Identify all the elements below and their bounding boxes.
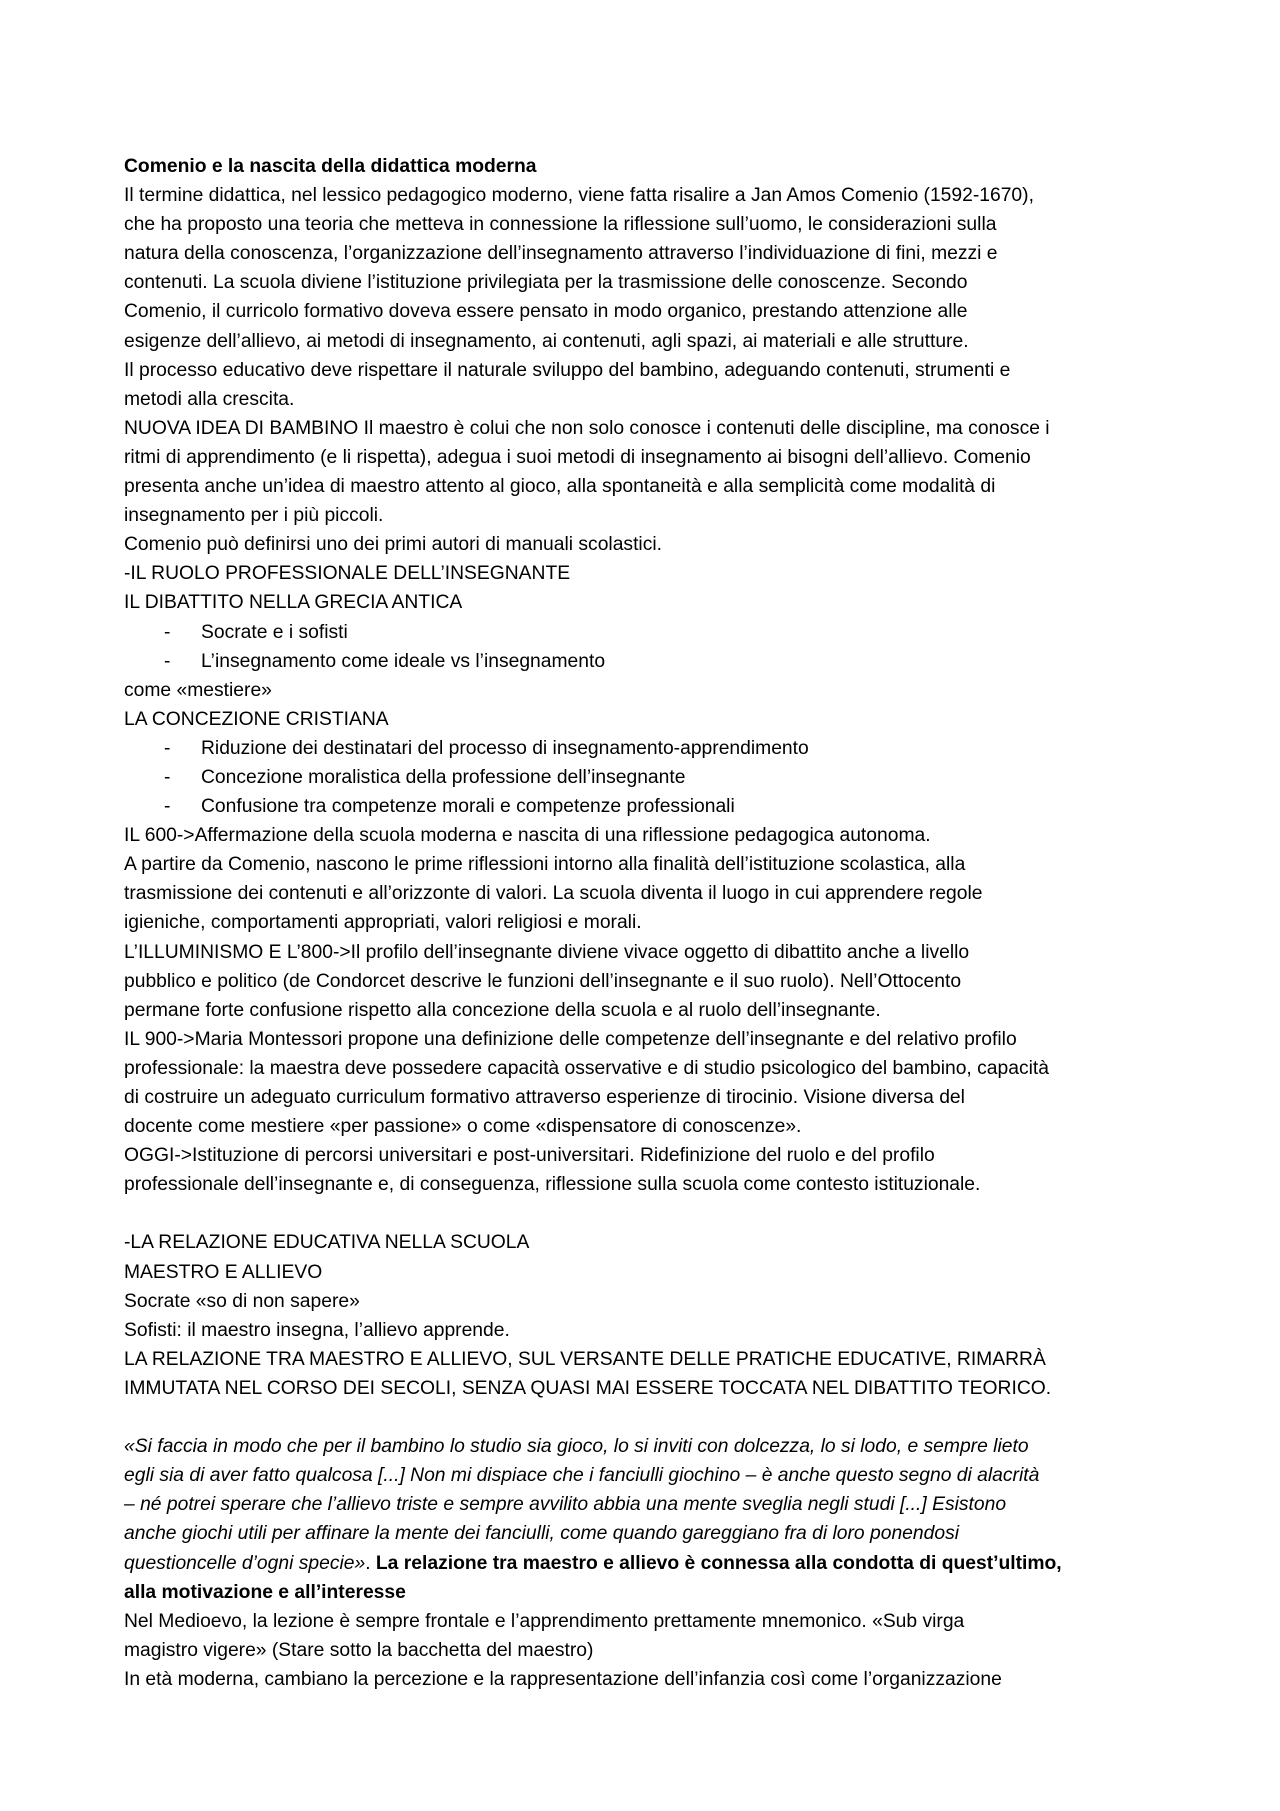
quote-closing-line bbox=[124, 1549, 1184, 1578]
text-line: esigenze dell’allievo, ai metodi di insegnamento, ai contenuti, agli spazi, ai materiali e alle strutture. bbox=[124, 330, 969, 352]
text-line: trasmissione dei contenuti e all’orizzonte di valori. La scuola diventa il luogo in cui apprendere regole bbox=[124, 883, 983, 905]
list-item bbox=[124, 618, 1184, 647]
quote-line: anche giochi utili per affinare la mente dei fanciulli, come quando gareggiano fra di loro ponendosi bbox=[124, 1523, 959, 1545]
document-title: Comenio e la nascita della didattica moderna bbox=[124, 156, 537, 177]
list-item bbox=[124, 792, 1184, 821]
subsection-heading: LA CONCEZIONE CRISTIANA bbox=[124, 708, 389, 730]
text-line: pubblico e politico (de Condorcet descrive le funzioni dell’insegnante e il suo ruolo). Nell’Ottocento bbox=[124, 970, 962, 992]
text-line: professionale: la maestra deve possedere capacità osservative e di studio psicologico del bambino, capacità bbox=[124, 1057, 1049, 1079]
text-line: LA RELAZIONE TRA MAESTRO E ALLIEVO, SUL VERSANTE DELLE PRATICHE EDUCATIVE, RIMARRÀ bbox=[124, 1348, 1046, 1370]
text-line: Nel Medioevo, la lezione è sempre frontale e l’apprendimento prettamente mnemonico. «Sub virga bbox=[124, 1610, 965, 1632]
text-line: OGGI->Istituzione di percorsi universitari e post-universitari. Ridefinizione del ruolo e del profilo bbox=[124, 1145, 935, 1167]
text-line: Il termine didattica, nel lessico pedagogico moderno, viene fatta risalire a Jan Amos Comenio (1592-1670), bbox=[124, 185, 1034, 207]
text-line: Socrate «so di non sapere» bbox=[124, 1290, 360, 1312]
bullet-dash: - bbox=[164, 766, 171, 788]
quote-line: «Si faccia in modo che per il bambino lo studio sia gioco, lo si inviti con dolcezza, lo si lodo, e sempre lieto bbox=[124, 1436, 1029, 1458]
section-heading: -IL RUOLO PROFESSIONALE DELL’INSEGNANTE bbox=[124, 563, 571, 585]
text-line: natura della conoscenza, l’organizzazione dell’insegnamento attraverso l’individuazione di fini, mezzi e bbox=[124, 243, 998, 265]
text-line: L’ILLUMINISMO E L’800->Il profilo dell’insegnante diviene vivace oggetto di dibattito anche a livello bbox=[124, 941, 970, 963]
text-line: IL 600->Affermazione della scuola moderna e nascita di una riflessione pedagogica autonoma. bbox=[124, 825, 931, 847]
list-item-text: Riduzione dei destinatari del processo di insegnamento-apprendimento bbox=[201, 737, 809, 759]
bullet-dash: - bbox=[164, 650, 171, 672]
section-heading: -LA RELAZIONE EDUCATIVA NELLA SCUOLA bbox=[124, 1232, 530, 1254]
text-line: che ha proposto una teoria che metteva in connessione la riflessione sull’uomo, le considerazioni sulla bbox=[124, 214, 997, 236]
list-item bbox=[124, 734, 1184, 763]
list-item bbox=[124, 763, 1184, 792]
quote-end: questioncelle d’ogni specie» bbox=[124, 1552, 366, 1574]
text-line: A partire da Comenio, nascono le prime riflessioni intorno alla finalità dell’istituzione scolastica, alla bbox=[124, 854, 966, 876]
bullet-dash: - bbox=[164, 621, 171, 643]
paragraph-spacer bbox=[124, 1199, 1184, 1228]
subsection-heading: MAESTRO E ALLIEVO bbox=[124, 1261, 323, 1283]
quote-line: – né potrei sperare che l’allievo triste e sempre avvilito abbia una mente sveglia negli studi [...] Esistono bbox=[124, 1494, 1007, 1516]
list-item-text: L’insegnamento come ideale vs l’insegnamento bbox=[201, 650, 606, 672]
text-line: In età moderna, cambiano la percezione e la rappresentazione dell’infanzia così come l’organizzazione bbox=[124, 1668, 1002, 1690]
text-line: NUOVA IDEA DI BAMBINO Il maestro è colui che non solo conosce i contenuti delle discipline, ma conosce i bbox=[124, 417, 1050, 439]
list-item bbox=[124, 647, 1184, 676]
list-item-text: Socrate e i sofisti bbox=[201, 621, 348, 643]
text-line: permane forte confusione rispetto alla concezione della scuola e al ruolo dell’insegnante. bbox=[124, 999, 881, 1021]
text-line: igieniche, comportamenti appropriati, valori religiosi e morali. bbox=[124, 912, 642, 934]
text-line: contenuti. La scuola diviene l’istituzione privilegiata per la trasmissione delle conoscenze. Secondo bbox=[124, 272, 968, 294]
text-line: presenta anche un’idea di maestro attento al gioco, alla spontaneità e alla semplicità come modalità di bbox=[124, 476, 996, 498]
text-line: ritmi di apprendimento (e li rispetta), adegua i suoi metodi di insegnamento ai bisogni dell’allievo. Comenio bbox=[124, 446, 1031, 468]
text-line: professionale dell’insegnante e, di conseguenza, riflessione sulla scuola come contesto istituzionale. bbox=[124, 1174, 981, 1196]
list-item-text: Confusione tra competenze morali e competenze professionali bbox=[201, 796, 735, 818]
text-line: magistro vigere» (Stare sotto la bacchetta del maestro) bbox=[124, 1639, 594, 1661]
paragraph-spacer bbox=[124, 1403, 1184, 1432]
text-line: insegnamento per i più piccoli. bbox=[124, 505, 384, 527]
text-line: Comenio, il curricolo formativo doveva essere pensato in modo organico, prestando attenzione alle bbox=[124, 301, 968, 323]
text-line: come «mestiere» bbox=[124, 679, 272, 701]
bullet-dash: - bbox=[164, 737, 171, 759]
text-line: di costruire un adeguato curriculum formativo attraverso esperienze di tirocinio. Visione diversa del bbox=[124, 1087, 965, 1108]
quote-separator: . bbox=[365, 1552, 376, 1574]
quote-line: egli sia di aver fatto qualcosa [...] Non mi dispiace che i fanciulli giochino – è anche questo segno di alacrità bbox=[124, 1465, 1040, 1487]
text-line: IMMUTATA NEL CORSO DEI SECOLI, SENZA QUASI MAI ESSERE TOCCATA NEL DIBATTITO TEORICO. bbox=[124, 1377, 1052, 1399]
text-line: Sofisti: il maestro insegna, l’allievo apprende. bbox=[124, 1319, 510, 1341]
text-line: Il processo educativo deve rispettare il naturale sviluppo del bambino, adeguando contenuti, strumenti e bbox=[124, 359, 1011, 381]
document-page bbox=[124, 152, 1184, 1694]
bold-statement-line: alla motivazione e all’interesse bbox=[124, 1581, 406, 1603]
list-item-text: Concezione moralistica della professione dell’insegnante bbox=[201, 766, 686, 788]
bullet-dash: - bbox=[164, 796, 171, 818]
bold-statement: La relazione tra maestro e allievo è connessa alla condotta di quest’ultimo, bbox=[375, 1552, 1062, 1574]
text-line: Comenio può definirsi uno dei primi autori di manuali scolastici. bbox=[124, 534, 662, 556]
text-line: IL 900->Maria Montessori propone una definizione delle competenze dell’insegnante e del relativo profilo bbox=[124, 1028, 1017, 1050]
text-line: docente come mestiere «per passione» o come «dispensatore di conoscenze». bbox=[124, 1116, 802, 1138]
text-line: metodi alla crescita. bbox=[124, 388, 295, 410]
subsection-heading: IL DIBATTITO NELLA GRECIA ANTICA bbox=[124, 592, 463, 614]
